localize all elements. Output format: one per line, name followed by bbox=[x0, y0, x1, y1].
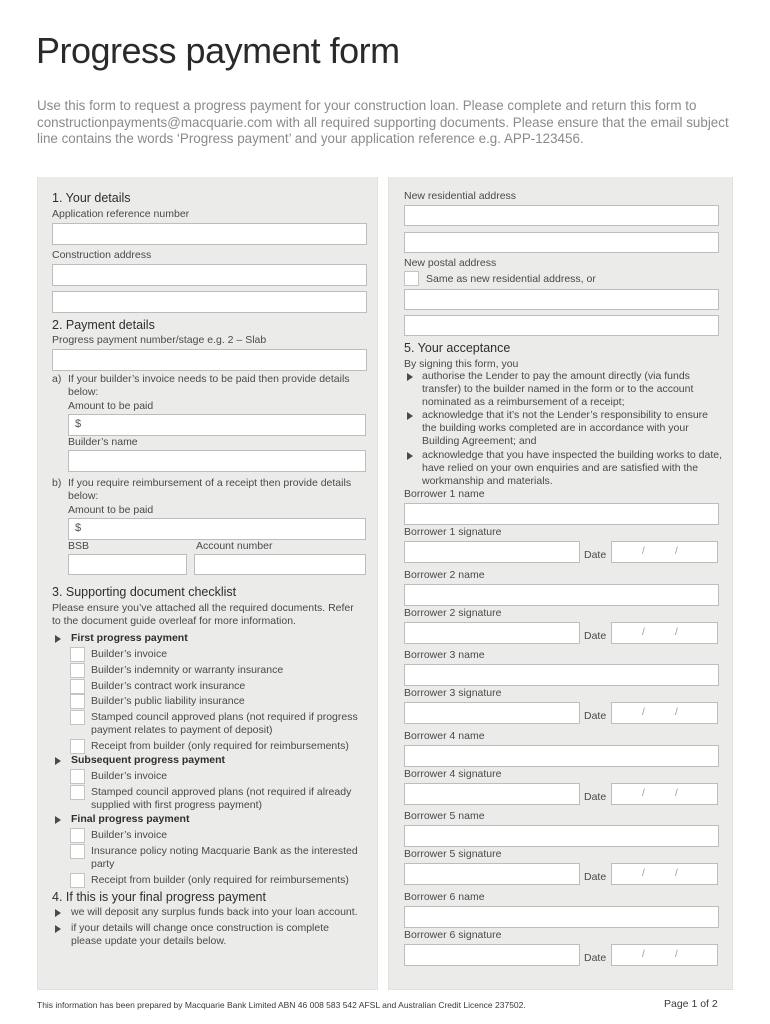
date-separator: / bbox=[642, 868, 645, 879]
option-b-amount-field[interactable] bbox=[68, 518, 366, 540]
bullet-arrow-icon bbox=[407, 373, 413, 381]
borrower-signature-field[interactable] bbox=[404, 622, 580, 644]
checklist-item-label: Stamped council approved plans (not required if progress payment relates to payment of deposit) bbox=[91, 711, 358, 736]
checklist-checkbox[interactable] bbox=[70, 828, 85, 843]
date-separator: / bbox=[642, 546, 645, 557]
new-postal-line2[interactable] bbox=[404, 315, 719, 336]
app-ref-field[interactable] bbox=[52, 223, 367, 245]
checklist-checkbox[interactable] bbox=[70, 844, 85, 859]
borrower-name-label: Borrower 2 name bbox=[404, 569, 485, 581]
bullet-arrow-icon bbox=[407, 452, 413, 460]
borrower-signature-label: Borrower 1 signature bbox=[404, 526, 502, 538]
right-panel bbox=[388, 177, 733, 990]
option-a-text: If your builder’s invoice needs to be paid then provide details below: bbox=[68, 373, 350, 398]
date-field[interactable] bbox=[611, 702, 718, 724]
checklist-item-label: Stamped council approved plans (not required if already supplied with first progress payment) bbox=[91, 786, 352, 811]
borrower-signature-label: Borrower 4 signature bbox=[404, 768, 502, 780]
acceptance-bullet: acknowledge that you have inspected the building works to date, have relied on your own enquiries and are satisfied with the workmanship and materials. bbox=[422, 449, 723, 487]
borrower-name-field[interactable] bbox=[404, 664, 719, 686]
page-title: Progress payment form bbox=[36, 30, 400, 71]
same-as-residential-checkbox[interactable] bbox=[404, 271, 419, 286]
borrower-name-field[interactable] bbox=[404, 745, 719, 767]
option-a-marker: a) bbox=[52, 373, 62, 385]
checklist-checkbox[interactable] bbox=[70, 769, 85, 784]
account-number-field[interactable] bbox=[194, 554, 366, 575]
checklist-item-label: Receipt from builder (only required for reimbursements) bbox=[91, 874, 349, 886]
checklist-item-label: Builder’s indemnity or warranty insurance bbox=[91, 664, 284, 676]
bullet-arrow-icon bbox=[55, 909, 61, 917]
currency-symbol: $ bbox=[75, 418, 82, 430]
intro-text: Use this form to request a progress payment for your construction loan. Please complete and return this form to constructionpayments@macquarie.com with all required supporting documents. Please ensure that the email subject line contains the words ‘Progress payment’ and your application reference e.g. APP-123456. bbox=[37, 98, 729, 146]
date-separator: / bbox=[642, 627, 645, 638]
bullet-arrow-icon bbox=[55, 816, 61, 824]
borrower-name-field[interactable] bbox=[404, 584, 719, 606]
date-field[interactable] bbox=[611, 863, 718, 885]
construction-address-label: Construction address bbox=[52, 249, 152, 261]
borrower-signature-field[interactable] bbox=[404, 541, 580, 563]
borrower-signature-field[interactable] bbox=[404, 944, 580, 966]
new-residential-line2[interactable] bbox=[404, 232, 719, 253]
checklist-checkbox[interactable] bbox=[70, 873, 85, 888]
borrower-name-field[interactable] bbox=[404, 825, 719, 847]
option-b-text: If you require reimbursement of a receipt then provide details below: bbox=[68, 477, 352, 502]
borrower-signature-field[interactable] bbox=[404, 783, 580, 805]
checklist-item-label: Builder’s invoice bbox=[91, 829, 168, 841]
acceptance-intro: By signing this form, you bbox=[404, 358, 519, 370]
bullet-arrow-icon bbox=[407, 412, 413, 420]
borrower-name-label: Borrower 1 name bbox=[404, 488, 485, 500]
account-number-label: Account number bbox=[196, 540, 273, 552]
borrower-signature-field[interactable] bbox=[404, 702, 580, 724]
date-separator: / bbox=[675, 707, 678, 718]
checklist-item-label: Insurance policy noting Macquarie Bank as the interested party bbox=[91, 845, 358, 870]
stage-label: Progress payment number/stage e.g. 2 – Slab bbox=[52, 334, 267, 346]
acceptance-bullet: acknowledge that it’s not the Lender’s responsibility to ensure the building works completed are in accordance with your Building Agreement; and bbox=[422, 409, 709, 447]
date-field[interactable] bbox=[611, 783, 718, 805]
construction-address-line2[interactable] bbox=[52, 291, 367, 313]
date-separator: / bbox=[675, 546, 678, 557]
borrower-signature-field[interactable] bbox=[404, 863, 580, 885]
date-label: Date bbox=[584, 871, 607, 883]
checklist-checkbox[interactable] bbox=[70, 647, 85, 662]
builder-name-field[interactable] bbox=[68, 450, 366, 472]
checklist-item-label: Builder’s invoice bbox=[91, 770, 168, 782]
section-4-bullet: if your details will change once construction is complete please update your details below. bbox=[71, 922, 329, 947]
bullet-arrow-icon bbox=[55, 757, 61, 765]
date-separator: / bbox=[675, 868, 678, 879]
checklist-checkbox[interactable] bbox=[70, 710, 85, 725]
date-separator: / bbox=[675, 949, 678, 960]
option-b-marker: b) bbox=[52, 477, 62, 489]
checklist-checkbox[interactable] bbox=[70, 739, 85, 754]
checklist-group-title: Subsequent progress payment bbox=[71, 754, 226, 766]
date-label: Date bbox=[584, 952, 607, 964]
option-a-amount-label: Amount to be paid bbox=[68, 400, 154, 412]
checklist-intro: Please ensure you’ve attached all the required documents. Refer to the document guide overleaf for more information. bbox=[52, 602, 354, 627]
section-1-heading: 1. Your details bbox=[52, 191, 131, 205]
new-postal-line1[interactable] bbox=[404, 289, 719, 310]
checklist-checkbox[interactable] bbox=[70, 679, 85, 694]
footer-disclaimer: This information has been prepared by Macquarie Bank Limited ABN 46 008 583 542 AFSL and Australian Credit Licence 237502. bbox=[37, 1000, 526, 1010]
borrower-name-label: Borrower 3 name bbox=[404, 649, 485, 661]
new-postal-label: New postal address bbox=[404, 257, 497, 269]
bsb-field[interactable] bbox=[68, 554, 187, 575]
currency-symbol: $ bbox=[75, 522, 82, 534]
stage-field[interactable] bbox=[52, 349, 367, 371]
checklist-group-title: First progress payment bbox=[71, 632, 188, 644]
borrower-name-field[interactable] bbox=[404, 906, 719, 928]
date-field[interactable] bbox=[611, 944, 718, 966]
date-separator: / bbox=[675, 788, 678, 799]
bullet-arrow-icon bbox=[55, 635, 61, 643]
borrower-signature-label: Borrower 3 signature bbox=[404, 687, 502, 699]
date-field[interactable] bbox=[611, 541, 718, 563]
checklist-checkbox[interactable] bbox=[70, 694, 85, 709]
date-label: Date bbox=[584, 791, 607, 803]
construction-address-line1[interactable] bbox=[52, 264, 367, 286]
checklist-item-label: Receipt from builder (only required for reimbursements) bbox=[91, 740, 349, 752]
date-label: Date bbox=[584, 549, 607, 561]
date-field[interactable] bbox=[611, 622, 718, 644]
date-separator: / bbox=[675, 627, 678, 638]
borrower-signature-label: Borrower 5 signature bbox=[404, 848, 502, 860]
same-as-residential-label: Same as new residential address, or bbox=[426, 273, 596, 285]
section-4-bullet: we will deposit any surplus funds back into your loan account. bbox=[71, 906, 358, 918]
date-separator: / bbox=[642, 788, 645, 799]
checklist-item-label: Builder’s contract work insurance bbox=[91, 680, 246, 692]
page-number: Page 1 of 2 bbox=[664, 998, 718, 1010]
option-a-amount-field[interactable] bbox=[68, 414, 366, 436]
borrower-signature-label: Borrower 6 signature bbox=[404, 929, 502, 941]
borrower-name-field[interactable] bbox=[404, 503, 719, 525]
app-ref-label: Application reference number bbox=[52, 208, 190, 220]
checklist-item-label: Builder’s invoice bbox=[91, 648, 168, 660]
borrower-name-label: Borrower 4 name bbox=[404, 730, 485, 742]
date-separator: / bbox=[642, 707, 645, 718]
left-panel bbox=[37, 177, 378, 990]
borrower-signature-label: Borrower 2 signature bbox=[404, 607, 502, 619]
section-3-heading: 3. Supporting document checklist bbox=[52, 585, 237, 599]
section-2-heading: 2. Payment details bbox=[52, 318, 155, 332]
bsb-label: BSB bbox=[68, 540, 90, 552]
builder-name-label: Builder’s name bbox=[68, 436, 138, 448]
date-label: Date bbox=[584, 710, 607, 722]
date-separator: / bbox=[642, 949, 645, 960]
section-5-heading: 5. Your acceptance bbox=[404, 341, 511, 355]
checklist-item-label: Builder’s public liability insurance bbox=[91, 695, 245, 707]
new-residential-label: New residential address bbox=[404, 190, 517, 202]
new-residential-line1[interactable] bbox=[404, 205, 719, 226]
borrower-name-label: Borrower 5 name bbox=[404, 810, 485, 822]
checklist-group-title: Final progress payment bbox=[71, 813, 190, 825]
acceptance-bullet: authorise the Lender to pay the amount directly (via funds transfer) to the builder named in the form or to the account nominated as a reimbursement of a receipt; bbox=[422, 370, 694, 408]
borrower-name-label: Borrower 6 name bbox=[404, 891, 485, 903]
checklist-checkbox[interactable] bbox=[70, 663, 85, 678]
bullet-arrow-icon bbox=[55, 925, 61, 933]
section-4-heading: 4. If this is your final progress payment bbox=[52, 890, 266, 904]
date-label: Date bbox=[584, 630, 607, 642]
checklist-checkbox[interactable] bbox=[70, 785, 85, 800]
option-b-amount-label: Amount to be paid bbox=[68, 504, 154, 516]
